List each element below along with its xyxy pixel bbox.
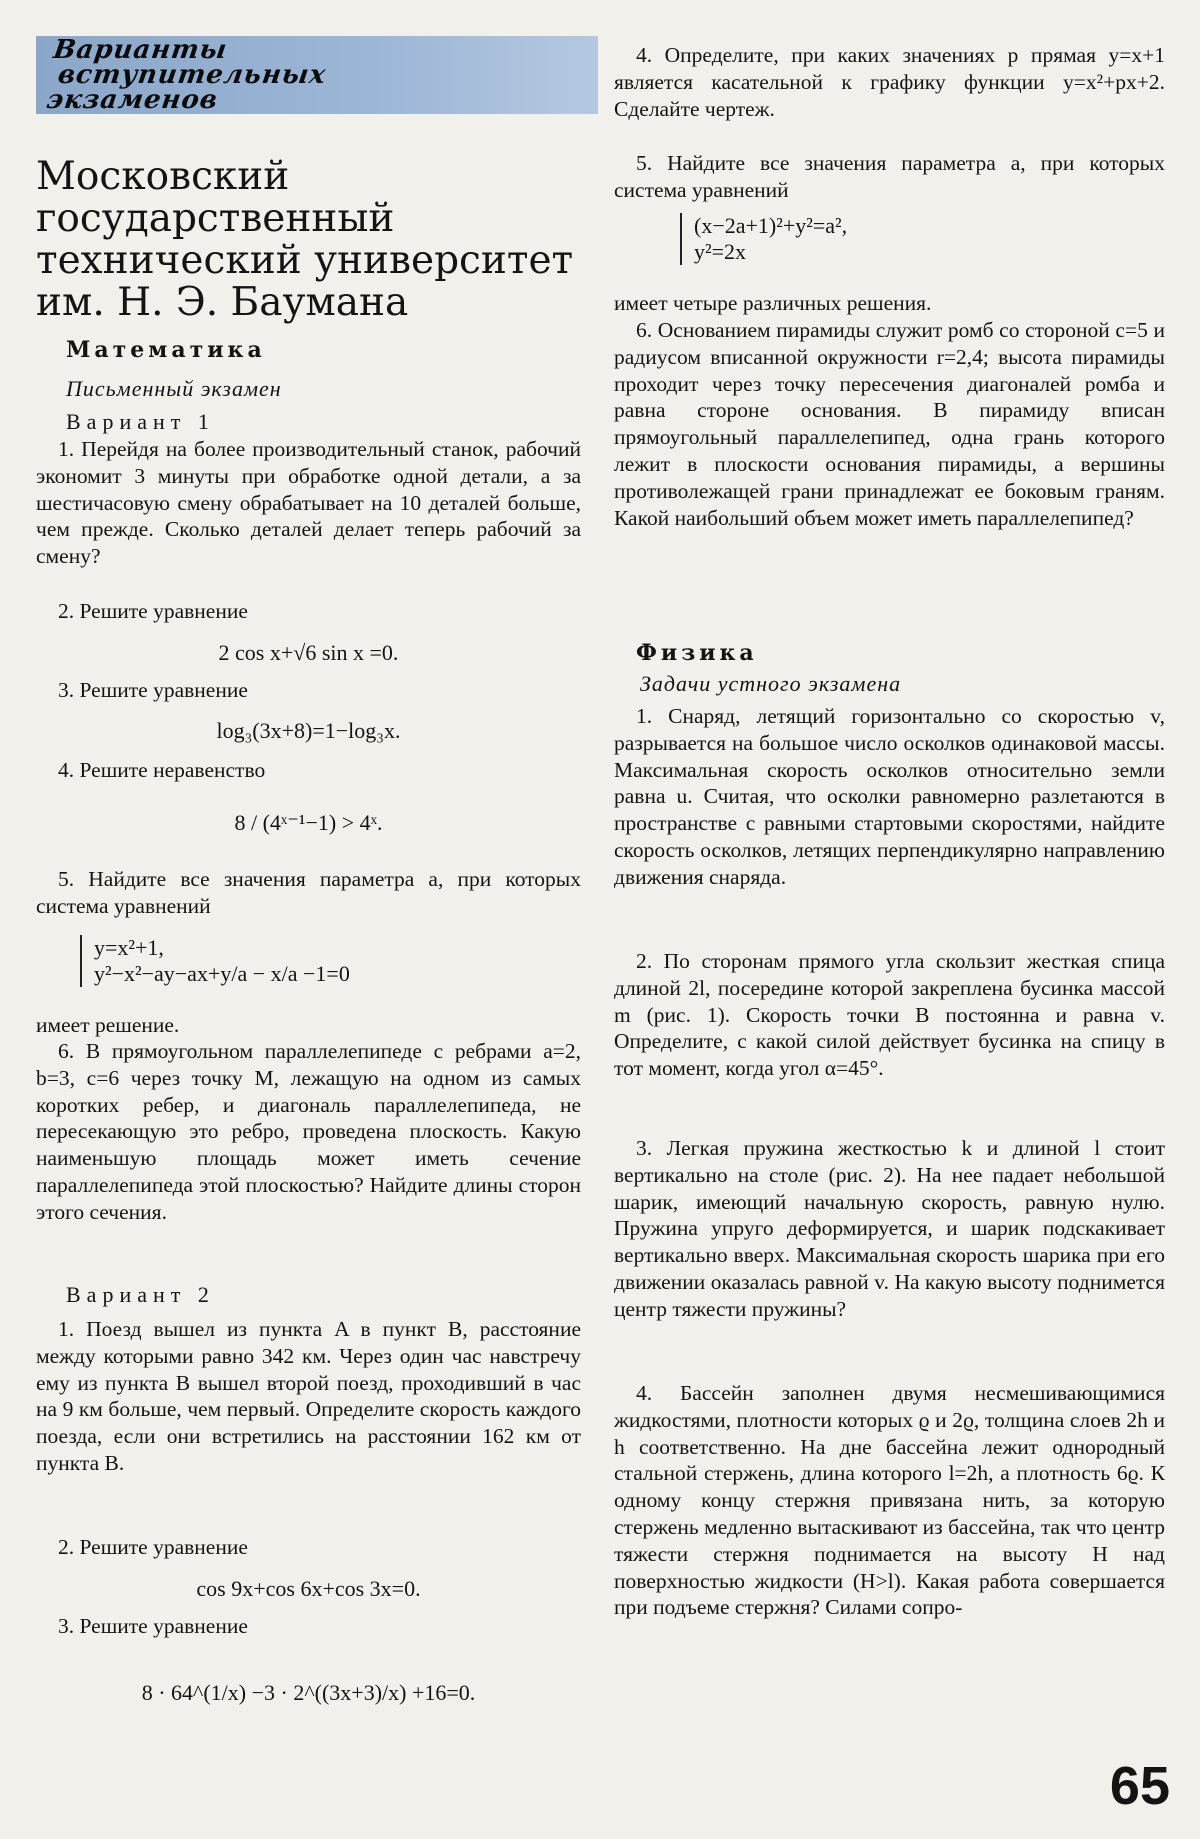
- v1-problem-4: 4. Решите неравенство: [58, 758, 266, 782]
- v1-problem-1: 1. Перейдя на более производительный станок, рабочий экономит 3 минуты при обработке одной детали, а за шестичасовую смену обрабатывает на 10 деталей больше, чем прежде. Сколько деталей делает теперь рабочий за смену?: [36, 437, 581, 569]
- v2-system-5-eq1: (x−2a+1)²+y²=a²,: [694, 213, 848, 238]
- v1-system-5-eq1: y=x²+1,: [94, 935, 164, 960]
- header-banner: [36, 36, 598, 114]
- v2-system-5: [680, 213, 1054, 265]
- section-math: Математика: [66, 337, 266, 363]
- physics-problem-1: 1. Снаряд, летящий горизонтально со скоростью v, разрывается на большое число осколков одинаковой массы. Максимальная скорость осколков относительно земли равна u. Считая, что осколки равномерно разлетаются в пространстве с равными стартовыми скоростями, найдите скорость осколков, летящих перпендикулярно направлению движения снаряда.: [614, 704, 1165, 889]
- v1-problem-2: 2. Решите уравнение: [58, 599, 248, 623]
- physics-problem-2: 2. По сторонам прямого угла скользит жесткая спица длиной 2l, посередине которой закреплена бусинка массой m (рис. 1). Скорость точки B постоянна и равна v. Определите, с какой силой действует бусинка на спицу в тот момент, когда угол α=45°.: [614, 949, 1165, 1081]
- v1-problem-5: 5. Найдите все значения параметра a, при которых система уравнений: [36, 867, 581, 918]
- v1-problem-3: 3. Решите уравнение: [58, 678, 248, 702]
- v2-formula-3: 8 · 64^(1/x) −3 · 2^((3x+3)/x) +16=0.: [141, 1680, 476, 1705]
- variant-1-heading: Вариант 1: [66, 409, 215, 434]
- v2-problem-4: 4. Определите, при каких значениях p прямая y=x+1 является касательной к графику функции y=x²+px+2. Сделайте чертеж.: [614, 43, 1165, 121]
- v2-system-5-eq2: y²=2x: [694, 239, 747, 264]
- v1-formula-4: 8 / (4ˣ⁻¹−1) > 4ˣ.: [234, 810, 383, 835]
- v1-formula-2: 2 cos x+√6 sin x =0.: [218, 640, 399, 665]
- v1-formula-3: log₃(3x+8)=1−log₃x.: [216, 718, 401, 743]
- physics-problem-3: 3. Легкая пружина жесткостью k и длиной l стоит вертикально на столе (рис. 2). На нее падает небольшой шарик, имеющий начальную скорость, равную нулю. Пружина упруго деформируется, и шарик подскакивает вертикально вверх. Максимальная скорость шарика при его движении оказалась равной v. На какую высоту поднимется центр тяжести пружины?: [614, 1136, 1165, 1321]
- variant-2-heading: Вариант 2: [66, 1282, 215, 1307]
- banner-title: Варианты вступительных экзаменов: [44, 35, 329, 115]
- page-title: Московский государственный технический университет им. Н. Э. Баумана: [36, 154, 574, 325]
- page-number: 65: [1109, 1756, 1170, 1816]
- v2-problem-5: 5. Найдите все значения параметра a, при которых система уравнений: [614, 151, 1165, 202]
- v2-problem-5-end: имеет четыре различных решения.: [614, 291, 932, 315]
- v1-problem-6: 6. В прямоугольном параллелепипеде с ребрами a=2, b=3, c=6 через точку M, лежащую на одном из самых коротких ребер, и диагональ параллелепипеда, не пересекающую это ребро, проведена плоскость. Какую наименьшую площадь может иметь сечение параллелепипеда этой плоскостью? Найдите длины сторон этого сечения.: [36, 1039, 581, 1224]
- v2-problem-1: 1. Поезд вышел из пункта A в пункт B, расстояние между которыми равно 342 км. Через один час навстречу ему из пункта B вышел второй поезд, проходивший в час на 9 км больше, чем первый. Определите скорость каждого поезда, если они встретились на расстоянии 162 км от пункта B.: [36, 1317, 581, 1475]
- v1-problem-5-end: имеет решение.: [36, 1013, 180, 1037]
- v1-system-5-eq2: y²−x²−ay−ax+y/a − x/a −1=0: [94, 961, 350, 986]
- v2-problem-2: 2. Решите уравнение: [58, 1535, 248, 1559]
- section-physics: Физика: [636, 640, 758, 666]
- physics-problem-4: 4. Бассейн заполнен двумя несмешивающимися жидкостями, плотности которых ϱ и 2ϱ, толщина слоев 2h и h соответственно. На дне бассейна лежит однородный стальной стержень, длина которого l=2h, а плотность 6ϱ. К одному концу стержня привязана нить, за которую стержень медленно вытаскивают из бассейна, так что центр тяжести стержня поднимается на высоту H над поверхностью жидкости (H>l). Какая работа совершается при подъеме стержня? Силами сопро-: [614, 1381, 1165, 1620]
- written-exam: Письменный экзамен: [66, 376, 282, 401]
- v2-formula-2: cos 9x+cos 6x+cos 3x=0.: [196, 1576, 421, 1601]
- oral-exam: Задачи устного экзамена: [640, 671, 902, 696]
- v1-system-5: [80, 935, 554, 987]
- v2-problem-6: 6. Основанием пирамиды служит ромб со стороной c=5 и радиусом вписанной окружности r=2,4; высота пирамиды проходит через точку пересечения диагоналей ромба и равна стороне основания. В пирамиду вписан прямоугольный параллелепипед, одна грань которого лежит в плоскости основания пирамиды, а вершины противолежащей грани принадлежат ее боковым граням. Какой наибольший объем может иметь параллелепипед?: [614, 318, 1165, 530]
- v2-problem-3: 3. Решите уравнение: [58, 1614, 248, 1638]
